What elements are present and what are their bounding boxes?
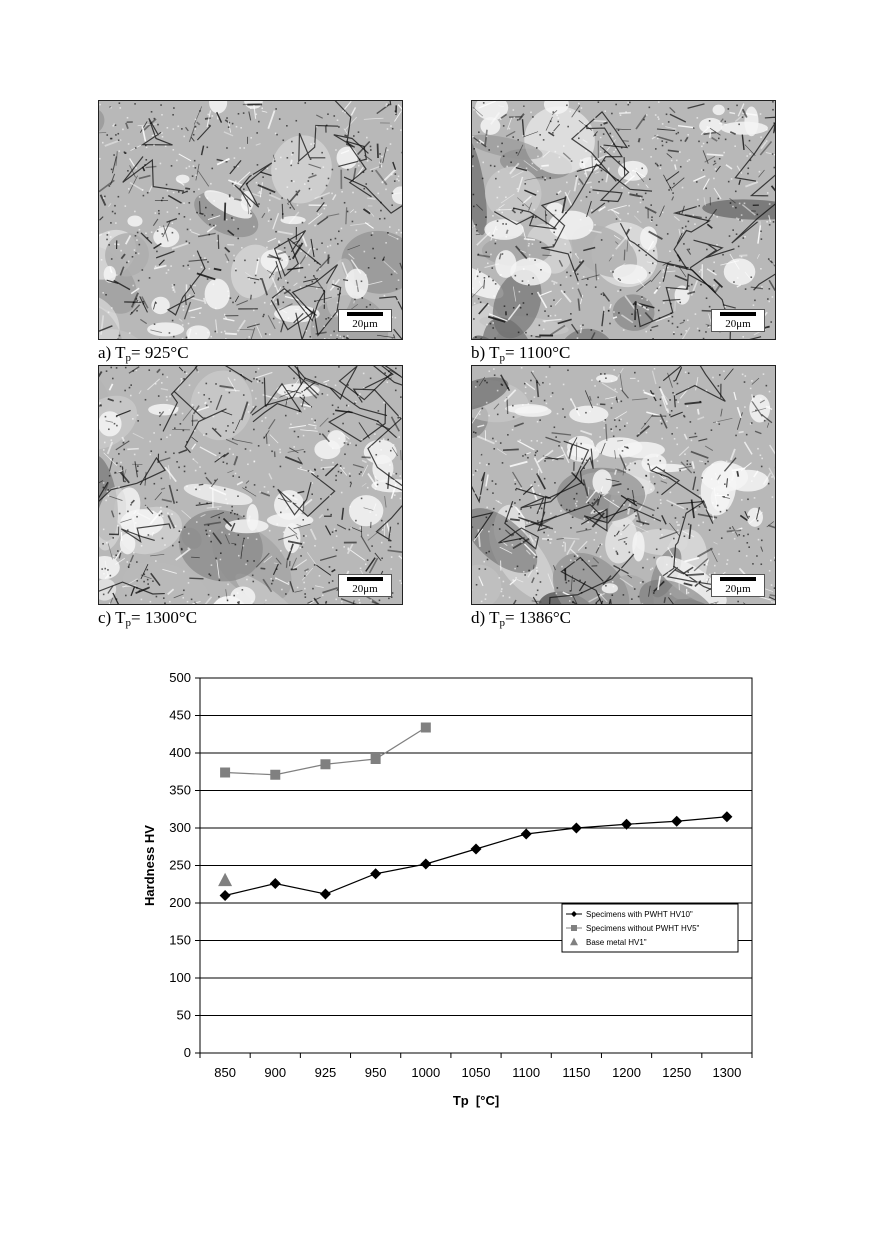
data-point-series-2 (220, 768, 230, 778)
y-tick-label: 100 (169, 970, 191, 985)
y-axis-label: Hardness HV (142, 825, 157, 906)
caption-b-symbol: T (489, 343, 500, 362)
legend-entry-1: Specimens with PWHT HV10" (586, 910, 693, 919)
caption-c-temp: 1300°C (144, 608, 198, 627)
x-tick-label: 1050 (461, 1065, 491, 1080)
legend-marker-2 (571, 925, 577, 931)
data-point-series-1 (370, 868, 381, 879)
y-tick-label: 150 (169, 932, 191, 948)
y-tick-label: 200 (169, 895, 191, 910)
data-point-series-1 (571, 823, 582, 834)
scale-bar-d-label: 20μm (725, 583, 751, 595)
y-tick-label: 50 (176, 1007, 191, 1023)
data-point-series-2 (320, 759, 330, 769)
caption-c-subscript: p (125, 617, 132, 629)
data-point-series-1 (721, 811, 732, 822)
caption-a-symbol: T (115, 343, 126, 362)
data-point-series-1 (320, 889, 331, 900)
x-tick-label: 1100 (512, 1065, 541, 1080)
caption-b-temp: 1100°C (518, 343, 571, 362)
y-tick-label: 350 (169, 782, 191, 798)
caption-d-subscript: p (499, 617, 505, 629)
x-tick-label: 950 (364, 1065, 387, 1080)
micrograph-b-image (472, 101, 775, 339)
data-point-series-1 (671, 816, 682, 827)
scale-bar-c-label: 20μm (352, 583, 378, 595)
caption-c (98, 608, 197, 633)
caption-a-temp: 925°C (144, 343, 189, 362)
scale-bar-b-label: 20μm (725, 318, 751, 330)
micrograph-d (471, 365, 776, 605)
data-point-series-1 (270, 878, 281, 889)
x-tick-label: 1150 (562, 1065, 591, 1080)
legend-entry-3: Base metal HV1" (586, 938, 647, 947)
y-tick-label: 0 (183, 1045, 191, 1060)
data-point-series-2 (270, 770, 280, 780)
series-line-1 (225, 817, 727, 896)
x-tick-label: 1200 (612, 1065, 642, 1080)
caption-c-symbol: T (115, 608, 126, 627)
micrograph-a (98, 100, 403, 340)
caption-a-subscript: p (125, 352, 132, 364)
caption-b-subscript: p (499, 352, 505, 364)
micrograph-c-image (99, 366, 402, 604)
caption-d-prefix: d) (471, 608, 490, 627)
y-tick-label: 300 (169, 820, 191, 835)
scale-bar-d (711, 574, 765, 597)
caption-d-temp: 1386°C (518, 608, 571, 627)
data-point-series-1 (471, 844, 482, 855)
data-point-series-2 (421, 723, 431, 733)
data-point-series-1 (420, 859, 431, 870)
x-tick-label: 925 (314, 1065, 337, 1080)
scale-bar-a (338, 309, 392, 332)
scale-bar-a-label: 20μm (352, 318, 378, 330)
y-tick-label: 450 (169, 707, 191, 723)
caption-c-prefix: c) (98, 608, 116, 627)
scale-bar-c (338, 574, 392, 597)
caption-b-eq: = (505, 343, 519, 362)
data-point-series-1 (220, 890, 231, 901)
data-point-series-2 (371, 754, 381, 764)
caption-a-eq: = (131, 343, 145, 362)
x-tick-label: 1300 (712, 1065, 742, 1080)
x-tick-label: 1000 (411, 1065, 441, 1080)
x-tick-label: 1250 (662, 1065, 692, 1080)
caption-b-prefix: b) (471, 343, 490, 362)
x-axis-label: Tp [°C] (452, 1093, 500, 1108)
x-tick-label: 850 (214, 1065, 236, 1080)
caption-d-eq: = (505, 608, 519, 627)
caption-d-symbol: T (489, 608, 500, 627)
y-tick-label: 250 (169, 857, 191, 873)
micrograph-c (98, 365, 403, 605)
micrograph-d-image (472, 366, 775, 604)
micrograph-b (471, 100, 776, 340)
caption-c-eq: = (131, 608, 145, 627)
data-point-series-3 (218, 873, 232, 886)
data-point-series-1 (521, 829, 532, 840)
y-tick-label: 500 (169, 670, 191, 685)
x-tick-label: 900 (264, 1065, 287, 1080)
caption-d (471, 608, 571, 633)
scale-bar-b (711, 309, 765, 332)
caption-a-prefix: a) (98, 343, 116, 362)
micrograph-a-image (99, 101, 402, 339)
hardness-chart (135, 660, 765, 1120)
legend-entry-2: Specimens without PWHT HV5" (586, 924, 700, 933)
y-tick-label: 400 (169, 745, 191, 760)
